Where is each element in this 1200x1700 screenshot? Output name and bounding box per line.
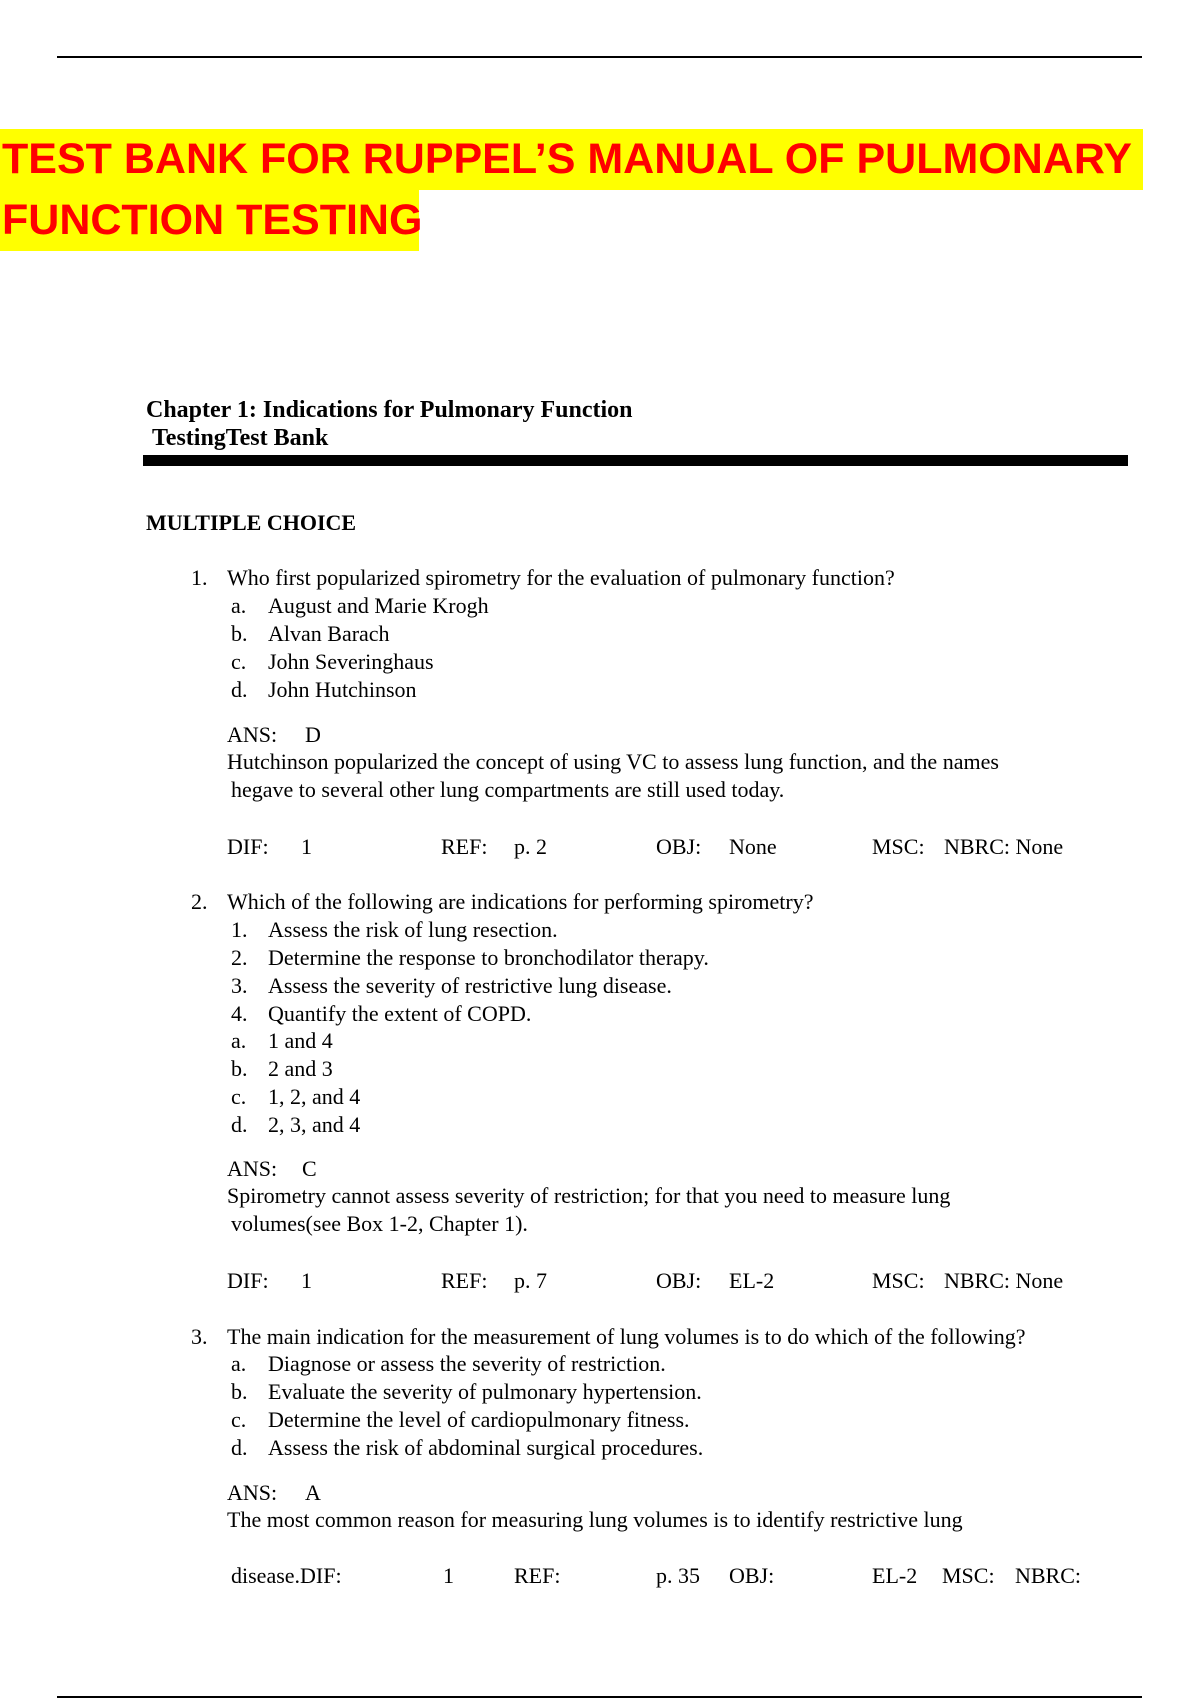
option-text: Diagnose or assess the severity of restriction. <box>268 1351 666 1376</box>
msc-value: NBRC: None <box>944 834 1064 859</box>
rationale-line-1: Spirometry cannot assess severity of restriction; for that you need to measure lung <box>227 1183 951 1208</box>
answer-label: ANS: <box>227 1156 278 1181</box>
option-letter: c. <box>231 1084 247 1109</box>
item-number: 2. <box>231 945 248 970</box>
section-heading: MULTIPLE CHOICE <box>146 510 357 535</box>
option-text: Assess the risk of abdominal surgical procedures. <box>268 1435 704 1460</box>
question-number: 3. <box>191 1324 208 1349</box>
option-text: 1, 2, and 4 <box>268 1084 361 1109</box>
chapter-rule <box>143 455 1128 466</box>
answer-value: A <box>305 1480 321 1505</box>
ref-label: REF: <box>441 834 488 859</box>
msc-label: MSC: <box>872 1268 925 1293</box>
option-letter: b. <box>231 1379 248 1404</box>
answer-value: C <box>302 1156 317 1181</box>
chapter-heading-line-1: Chapter 1: Indications for Pulmonary Function <box>146 397 633 423</box>
answer-label: ANS: <box>227 1480 278 1505</box>
option-letter: d. <box>231 1435 248 1460</box>
question-number: 2. <box>191 889 208 914</box>
item-text: Assess the severity of restrictive lung disease. <box>268 973 672 998</box>
obj-label: OBJ: <box>656 1268 702 1293</box>
answer-label: ANS: <box>227 722 278 747</box>
option-text: August and Marie Krogh <box>268 593 489 618</box>
ref-label: REF: <box>441 1268 488 1293</box>
msc-label: MSC: <box>872 834 925 859</box>
msc-value: NBRC: None <box>944 1268 1064 1293</box>
top-rule <box>57 56 1142 58</box>
ref-value: p. 2 <box>514 834 547 859</box>
chapter-heading <box>146 396 632 452</box>
document-title-line-1: TEST BANK FOR RUPPEL’S MANUAL OF PULMONARY <box>0 129 1143 190</box>
question-text: The main indication for the measurement of lung volumes is to do which of the following? <box>227 1324 1026 1349</box>
option-letter: b. <box>231 621 248 646</box>
obj-value: EL-2 <box>729 1268 775 1293</box>
item-text: Quantify the extent of COPD. <box>268 1001 532 1026</box>
ref-label: REF: <box>514 1563 561 1588</box>
question-text: Who first popularized spirometry for the evaluation of pulmonary function? <box>227 565 895 590</box>
item-text: Assess the risk of lung resection. <box>268 917 558 942</box>
option-letter: a. <box>231 593 247 618</box>
question-number: 1. <box>191 565 208 590</box>
dif-value: 1 <box>301 1268 312 1293</box>
item-text: Determine the response to bronchodilator therapy. <box>268 945 709 970</box>
option-letter: d. <box>231 1112 248 1137</box>
rationale-end-and-dif-label: disease.DIF: <box>231 1563 342 1588</box>
option-text: 2, 3, and 4 <box>268 1112 361 1137</box>
option-text: Determine the level of cardiopulmonary fitness. <box>268 1407 690 1432</box>
dif-value: 1 <box>301 834 312 859</box>
option-text: Evaluate the severity of pulmonary hypertension. <box>268 1379 702 1404</box>
rationale-line-2: volumes(see Box 1-2, Chapter 1). <box>231 1211 528 1236</box>
dif-label: DIF: <box>227 834 269 859</box>
option-letter: d. <box>231 677 248 702</box>
document-title-line-2: FUNCTION TESTING <box>0 190 419 251</box>
item-number: 1. <box>231 917 248 942</box>
rationale-line-2: hegave to several other lung compartments are still used today. <box>231 777 785 802</box>
option-letter: a. <box>231 1028 247 1053</box>
item-number: 3. <box>231 973 248 998</box>
obj-label: OBJ: <box>656 834 702 859</box>
msc-label: MSC: <box>942 1563 995 1588</box>
answer-value: D <box>305 722 321 747</box>
option-letter: b. <box>231 1056 248 1081</box>
obj-value: None <box>729 834 777 859</box>
option-text: John Hutchinson <box>268 677 417 702</box>
option-text: John Severinghaus <box>268 649 434 674</box>
option-letter: a. <box>231 1351 247 1376</box>
option-text: Alvan Barach <box>268 621 390 646</box>
option-letter: c. <box>231 649 247 674</box>
chapter-heading-line-2: TestingTest Bank <box>152 425 329 451</box>
ref-value: p. 35 <box>656 1563 700 1588</box>
option-text: 1 and 4 <box>268 1028 333 1053</box>
question-text: Which of the following are indications for performing spirometry? <box>227 889 814 914</box>
obj-value: EL-2 <box>872 1563 918 1588</box>
option-text: 2 and 3 <box>268 1056 333 1081</box>
item-number: 4. <box>231 1001 248 1026</box>
msc-value: NBRC: <box>1015 1563 1082 1588</box>
rationale-line-1: The most common reason for measuring lung volumes is to identify restrictive lung <box>227 1507 963 1532</box>
dif-value: 1 <box>443 1563 454 1588</box>
option-letter: c. <box>231 1407 247 1432</box>
ref-value: p. 7 <box>514 1268 547 1293</box>
bottom-rule <box>57 1696 1142 1698</box>
rationale-line-1: Hutchinson popularized the concept of using VC to assess lung function, and the names <box>227 749 999 774</box>
obj-label: OBJ: <box>729 1563 775 1588</box>
dif-label: DIF: <box>227 1268 269 1293</box>
